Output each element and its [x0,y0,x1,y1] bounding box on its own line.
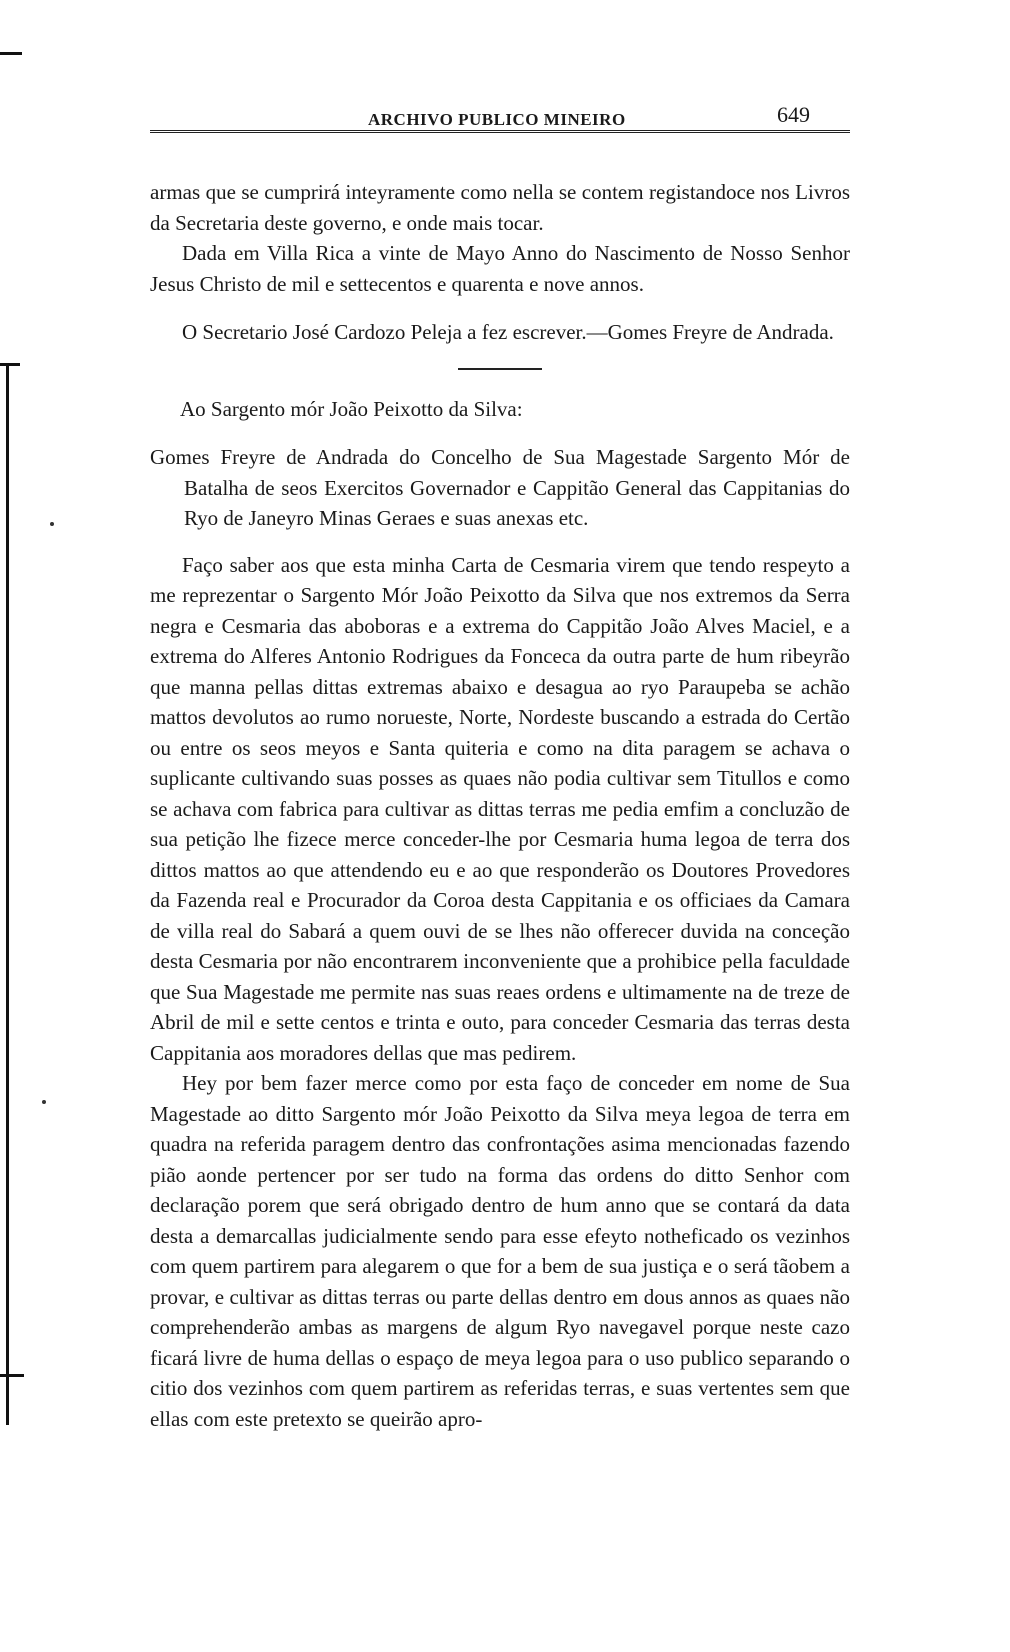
decree-heading: Gomes Freyre de Andrada do Concelho de Sua Magestade Sargento Mór de Batalha de seos Exercitos Governador e Cappitão General das Cappitanias do Ryo de Janeyro Minas Geraes e suas anexas etc. [150,445,850,530]
page-number: 649 [777,102,810,127]
margin-mark-bottom [0,1374,24,1377]
body-text [150,177,850,1434]
paragraph-date: Dada em Villa Rica a vinte de Mayo Anno do Nascimento de Nosso Senhor Jesus Christo de mil e settecentos e quarenta e nove annos. [150,241,850,296]
page [150,96,850,1434]
header-title: ARCHIVO PUBLICO MINEIRO [368,110,626,129]
speck [42,1100,46,1104]
paragraph-signature: O Secretario José Cardozo Peleja a fez escrever.—Gomes Freyre de Andrada. [182,320,834,344]
running-header [150,96,850,133]
paragraph-continuation: armas que se cumprirá inteyramente como nella se contem registandoce nos Livros da Secretaria deste governo, e onde mais tocar. [150,180,850,235]
section-divider [458,368,542,370]
speck [50,522,54,526]
paragraph-petition: Faço saber aos que esta minha Carta de Cesmaria virem que tendo respeyto a me reprezentar o Sargento Mór João Peixotto da Silva que nos extremos da Serra negra e Cesmaria das aboboras e a extrema do Cappitão João Alves Maciel, e a extrema do Alferes Antonio Rodrigues da Fonceca da outra parte de hum ribeyrão que manna pellas dittas extremas abaixo e desagua ao ryo Paraupeba se achão mattos devolutos ao rumo norueste, Norte, Nordeste buscando a estrada do Certão ou entre os seos meyos e Santa quiteria e como na dita paragem se achava o suplicante cultivando suas posses as quaes não podia cultivar sem Titullos e como se achava com fabrica para cultivar as dittas terras me pedia emfim a concluzão de sua petição lhe fizece merce conceder-lhe por Cesmaria huma legoa de terra dos dittos mattos ao que attendendo eu e ao que responderão os Doutores Provedores da Fazenda real e Procurador da Coroa desta Cappitania e os officiaes da Camara de villa real do Sabará a quem ouvi de se lhes não offerecer duvida na conceção desta Cesmaria por não encontrarem inconveniente que a prohibice pella faculdade que Sua Magestade me permite nas suas reaes ordens e ultimamente na de treze de Abril de mil e sette centos e trinta e outo, para conceder Cesmaria das terras desta Cappitania aos moradores dellas que mas pedirem. [150,552,850,1065]
margin-mark-top [0,52,22,55]
margin-line-left [6,365,9,1425]
margin-mark-middle [0,363,20,366]
address-line: Ao Sargento mór João Peixotto da Silva: [180,396,523,421]
paragraph-grant: Hey por bem fazer merce como por esta faço de conceder em nome de Sua Magestade ao ditto Sargento mór João Peixotto da Silva meya legoa de terra em quadra na referida paragem dentro das confrontações asima mencionadas fazendo pião aonde pertencer por ser tudo na forma das ordens do ditto Senhor com declaração porem que será obrigado dentro de hum anno que se contará da data desta a demarcallas judicialmente sendo para esse efeyto notheficado os vezinhos com quem partirem para alegarem o que for a bem de sua justiça e o será tãobem a provar, e cultivar as dittas terras ou parte dellas dentro em dous annos as quaes não comprehenderão ambas as margens de algum Ryo navegavel porque neste cazo ficará livre de huma dellas o espaço de meya legoa para o uso publico separando o citio dos vezinhos com quem partirem as referidas terras, e suas vertentes sem que ellas com este pretexto se queirão apro- [150,1071,850,1431]
